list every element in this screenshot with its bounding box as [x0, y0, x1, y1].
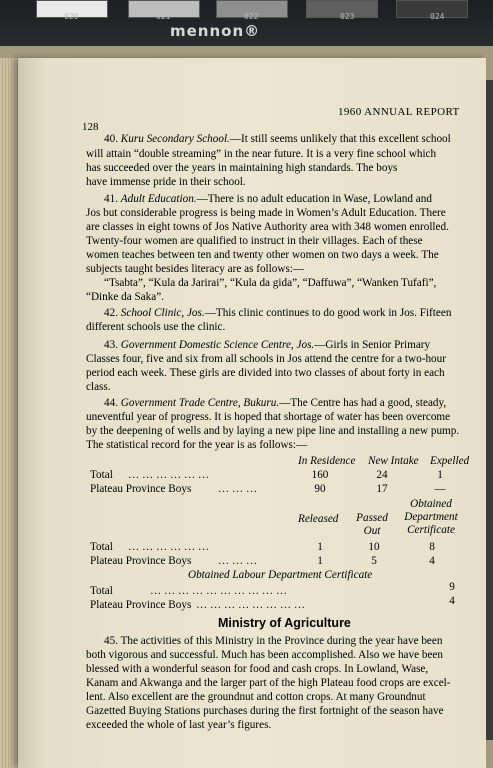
paragraph-text: —This clinic continues to do good work in Jos. Fifteen	[204, 307, 452, 319]
paragraph-title: Adult Education.	[120, 193, 197, 205]
table3-row-leader: … … … … … … … …	[196, 599, 306, 611]
table2-header-certificate: Obtained Department Certificate	[404, 498, 458, 536]
table2-cell: 5	[371, 555, 377, 567]
table2-row-label: Total	[90, 541, 113, 553]
paragraph-41-line: Jos but considerable progress is being made in Women’s Adult Education. There	[86, 207, 446, 219]
paragraph-43-line	[104, 338, 430, 352]
table1-cell: —	[434, 483, 446, 495]
swatch-label: 023	[340, 12, 355, 21]
paragraph-44-line: by the deepening of wells and by laying a new pipe line and installing a new pump.	[86, 425, 460, 437]
table1-row-label: Total	[90, 469, 113, 481]
table1-cell: 160	[311, 469, 329, 481]
table3-cell: 4	[449, 595, 455, 607]
brand-logo: mennon®	[170, 22, 261, 40]
paragraph-41-line: subjects taught besides literacy are as follows:—	[86, 263, 305, 275]
table3-row-label: Total	[90, 585, 113, 597]
table3-row-leader: … … … … … … … … … …	[150, 585, 288, 597]
paragraph-41-line: “Dinke da Saka”.	[86, 291, 164, 303]
table1-cell: 90	[314, 483, 326, 495]
swatch-label: 021	[156, 12, 171, 21]
table3-cell: 9	[449, 581, 455, 593]
paragraph-title: Kuru Secondary School.	[120, 133, 230, 145]
table1-row-leader: … … … … … …	[128, 469, 210, 481]
paragraph-text: —It still seems unlikely that this excellent school	[229, 133, 451, 145]
paragraph-41-line	[104, 192, 432, 206]
paragraph-title: School Clinic, Jos.	[120, 307, 205, 319]
paragraph-41-line: “Tsabta”, “Kula da Jarirai”, “Kula da gida”, “Daffuwa”, “Wanken Tufafi”,	[104, 277, 437, 289]
page-number: 128	[82, 121, 99, 133]
paragraph-text: —Girls in Senior Primary	[314, 339, 431, 351]
paragraph-number: 41.	[104, 193, 118, 205]
paragraph-number: 40.	[104, 133, 118, 145]
paragraph-40-line: will attain “double streaming” in the near future. It is a very fine school which	[86, 148, 437, 160]
paragraph-44-line	[104, 396, 446, 410]
table3-header: Obtained Labour Department Certificate	[188, 569, 373, 581]
paragraph-43-line: Classes four, five and six from all schools in Jos attend the centre for a two-hour	[86, 353, 446, 365]
paragraph-title: Government Domestic Science Centre, Jos.	[120, 339, 315, 351]
running-header: 1960 ANNUAL REPORT	[338, 106, 460, 118]
table3-row-label: Plateau Province Boys	[90, 599, 192, 611]
section-heading: Ministry of Agriculture	[218, 616, 351, 630]
paragraph-number: 43.	[104, 339, 118, 351]
paragraph-45-line: 45. The activities of this Ministry in the Province during the year have been	[104, 635, 443, 647]
table1-header-expelled: Expelled	[430, 455, 470, 467]
table1-row-leader: … … …	[218, 483, 258, 495]
paragraph-45-line: Kanam and Akwanga and the larger part of the high Plateau food crops are excel-	[86, 677, 451, 689]
paragraph-41-line: women teaches between ten and twenty other women on two days a week. The	[86, 249, 439, 261]
paragraph-text: —There is no adult education in Wase, Lowland and	[196, 193, 432, 205]
paragraph-42-line	[104, 306, 451, 320]
paragraph-41-line: are classes in eight towns of Jos Native Authority area with 348 women enrolled.	[86, 221, 449, 233]
table2-header-passed: Passed Out	[356, 512, 388, 537]
paragraph-43-line: period each week. These girls are divided into two classes of about forty in each	[86, 367, 445, 379]
table2-cell: 10	[368, 541, 380, 553]
paragraph-number: 44.	[104, 397, 118, 409]
paragraph-45-line: Gazetted Buying Stations purchases during the first fortnight of the season have	[86, 705, 444, 717]
table2-cell: 1	[317, 541, 323, 553]
table1-header-residence: In Residence	[298, 455, 356, 467]
paragraph-44-line: uneventful year of progress. It is hoped that shortage of water has been overcome	[86, 411, 451, 423]
paragraph-40-line: have immense pride in their school.	[86, 176, 246, 188]
table2-row-leader: … … … … … …	[128, 541, 210, 553]
swatch-label: 020	[64, 12, 79, 21]
paragraph-text: —The Centre has had a good, steady,	[279, 397, 447, 409]
paragraph-40-line	[104, 132, 451, 146]
table1-cell: 17	[376, 483, 388, 495]
table2-row-leader: … … …	[218, 555, 258, 567]
paragraph-45-line: lent. Also excellent are the groundnut and cotton crops. At many Groundnut	[86, 691, 426, 703]
table1-row-label: Plateau Province Boys	[90, 483, 192, 495]
table1-cell: 24	[376, 469, 388, 481]
paragraph-45-line: both vigorous and successful. Much has been accomplished. Also we have been	[86, 649, 443, 661]
table2-cell: 1	[317, 555, 323, 567]
paragraph-title: Government Trade Centre, Bukuru.	[120, 397, 280, 409]
swatch-label: 024	[430, 12, 445, 21]
paragraph-40-line: has succeeded over the years in maintaining high standards. The boys	[86, 162, 398, 174]
paragraph-45-line: blessed with a wonderful season for food and cash crops. In Lowland, Wase,	[86, 663, 429, 675]
paragraph-number: 42.	[104, 307, 118, 319]
table1-cell: 1	[437, 469, 443, 481]
swatch-label: 022	[244, 12, 259, 21]
paragraph-45-line: exceeded the whole of last year’s figures.	[86, 719, 272, 731]
paragraph-41-line: Twenty-four women are qualified to instruct in their villages. Each of these	[86, 235, 423, 247]
paragraph-43-line: class.	[86, 381, 111, 393]
paragraph-42-line: different schools use the clinic.	[86, 321, 226, 333]
table2-cell: 4	[429, 555, 435, 567]
table2-header-released: Released	[298, 513, 339, 525]
table2-cell: 8	[429, 541, 435, 553]
page-edges	[0, 58, 18, 768]
table2-row-label: Plateau Province Boys	[90, 555, 192, 567]
paragraph-44-line: The statistical record for the year is as follows:—	[86, 439, 308, 451]
table1-header-intake: New Intake	[368, 455, 419, 467]
